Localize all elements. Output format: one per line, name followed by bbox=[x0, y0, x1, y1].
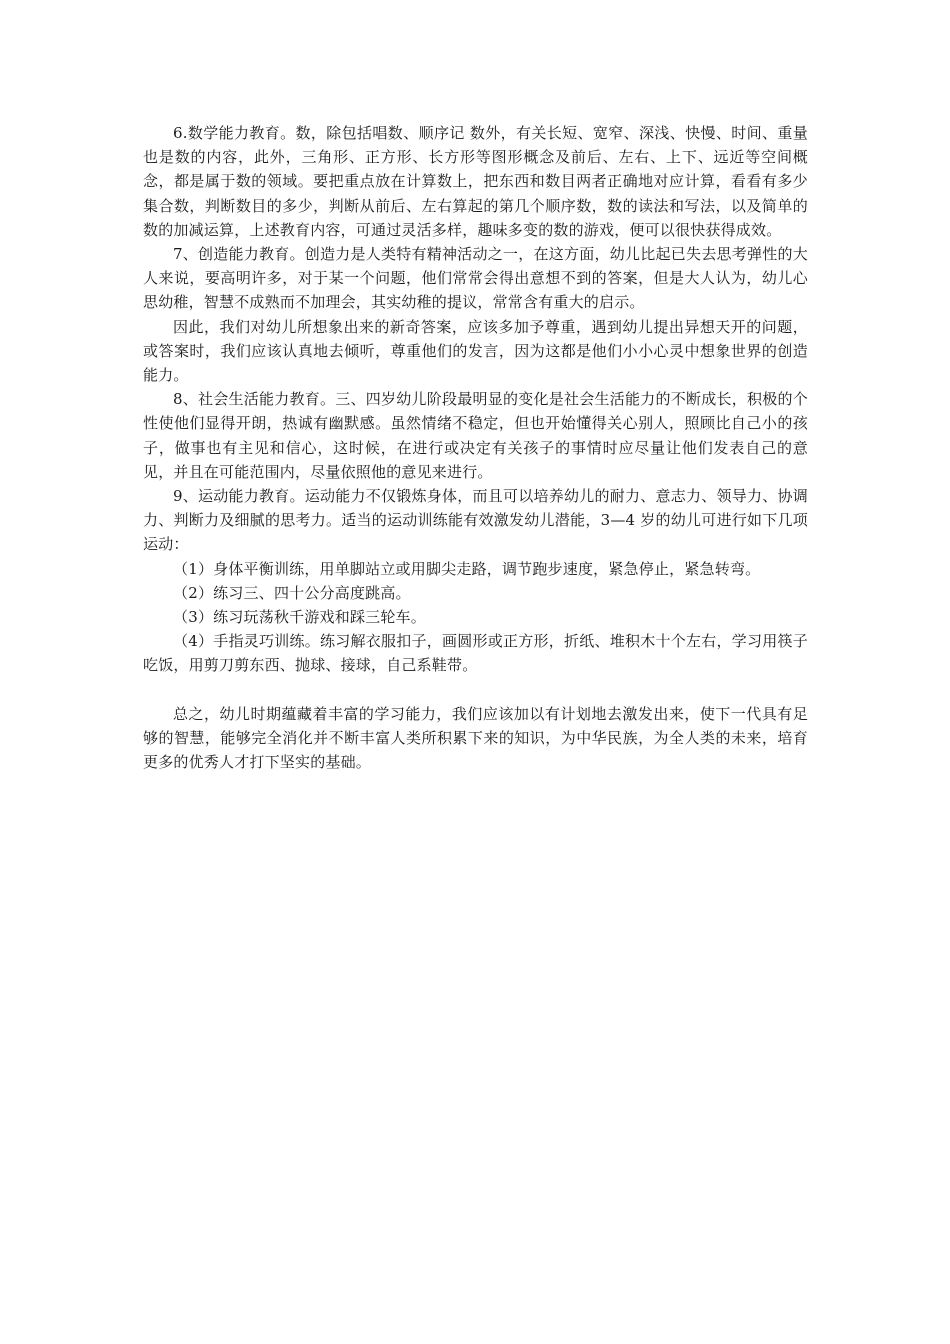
paragraph-creativity-respect: 因此，我们对幼儿所想象出来的新奇答案，应该多加予尊重，遇到幼儿提出异想天开的问题，或答案时，我们应该认真地去倾听，尊重他们的发言，因为这都是他们小小心灵中想象世界的创造能力。 bbox=[143, 317, 808, 385]
list-item-swing-tricycle: （3）练习玩荡秋千游戏和踩三轮车。 bbox=[173, 608, 426, 627]
list-item-balance: （1）身体平衡训练，用单脚站立或用脚尖走路，调节跑步速度，紧急停止，紧急转弯。 bbox=[173, 559, 761, 578]
list-item-finger-dexterity: （4）手指灵巧训练。练习解衣服扣子，画圆形或正方形，折纸、堆积木十个左右，学习用筷子吃饭，用剪刀剪东西、抛球、接球，自己系鞋带。 bbox=[143, 632, 808, 675]
paragraph-gap bbox=[143, 678, 808, 702]
paragraph-creativity: 7、创造能力教育。创造力是人类特有精神活动之一，在这方面，幼儿比起已失去思考弹性的大人来说，要高明许多，对于某一个问题，他们常常会得出意想不到的答案，但是大人认为，幼儿心思幼稚，智慧不成熟而不加理会，其实幼稚的提议，常常含有重大的启示。 bbox=[143, 245, 808, 312]
list-item-high-jump: （2）练习三、四十公分高度跳高。 bbox=[173, 583, 411, 602]
document-body bbox=[143, 121, 808, 774]
paragraph-motor-ability: 9、运动能力教育。运动能力不仅锻炼身体，而且可以培养幼儿的耐力、意志力、领导力、协调力、判断力及细腻的思考力。适当的运动训练能有效激发幼儿潜能，3—4 岁的幼儿可进行如下几项运动： bbox=[143, 487, 808, 554]
paragraph-math-ability: 6.数学能力教育。数，除包括唱数、顺序记 数外，有关长短、宽窄、深浅、快慢、时间、重量也是数的内容，此外，三角形、正方形、长方形等图形概念及前后、左右、上下、远近等空间概念，都是属于数的领域。要把重点放在计算数上，把东西和数目两者正确地对应计算，看看有多少集合数，判断数目的多少，判断从前后、左右算起的第几个顺序数，数的读法和写法，以及简单的数的加减运算，上述教育内容，可通过灵活多样，趣味多变的数的游戏，便可以很快获得成效。 bbox=[143, 124, 808, 239]
paragraph-conclusion: 总之，幼儿时期蕴藏着丰富的学习能力，我们应该加以有计划地去激发出来，使下一代具有足够的智慧，能够完全消化并不断丰富人类所积累下来的知识，为中华民族，为全人类的未来，培育更多的优秀人才打下坚实的基础。 bbox=[143, 704, 808, 772]
paragraph-social-life: 8、社会生活能力教育。三、四岁幼儿阶段最明显的变化是社会生活能力的不断成长，积极的个性使他们显得开朗，热诚有幽默感。虽然情绪不稳定，但也开始懂得关心别人，照顾比自己小的孩子，做事也有主见和信心，这时候，在进行或决定有关孩子的事情时应尽量让他们发表自己的意见，并且在可能范围内，尽量依照他的意见来进行。 bbox=[143, 390, 808, 481]
